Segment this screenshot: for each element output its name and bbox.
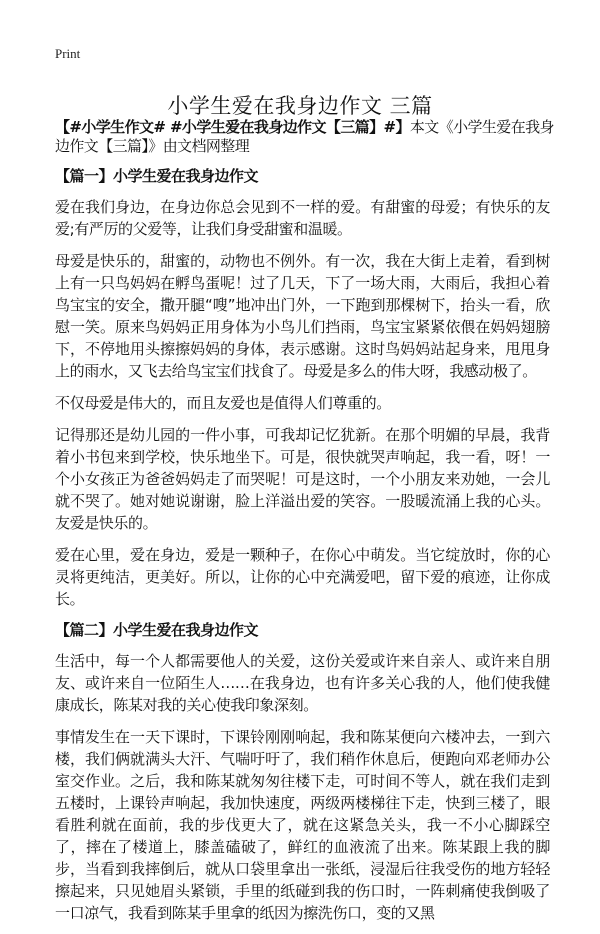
intro-paragraph	[55, 118, 555, 156]
section-heading: 【篇一】小学生爱在我身边作文	[55, 167, 259, 185]
section-one	[55, 166, 550, 610]
intro-text: 本文《小学生爱在我身边作文【三篇】》由文档网整理	[55, 118, 554, 155]
document-title: 小学生爱在我身边作文 三篇	[167, 94, 433, 119]
document-body	[55, 166, 550, 934]
section-two	[55, 620, 550, 924]
paragraph: 母爱是快乐的，甜蜜的，动物也不例外。有一次，我在大街上走着，看到树上有一只鸟妈妈在孵鸟蛋呢！过了几天，下了一场大雨，大雨后，我担心着鸟宝宝的安全，撒开腿“嗖”地冲出门外，一下跑到那棵树下，抬头一看，欣慰一笑。原来鸟妈妈正用身体为小鸟儿们挡雨，鸟宝宝紧紧依偎在妈妈翅膀下，不停地用头擦擦妈妈的身体，表示感谢。这时鸟妈妈站起身来，甩甩身上的雨水，又飞去给鸟宝宝们找食了。母爱是多么的伟大呀，我感动极了。	[55, 252, 550, 380]
paragraph: 生活中，每一个人都需要他人的关爱，这份关爱或许来自亲人、或许来自朋友、或许来自一位陌生人……在我身边，也有许多关心我的人，他们使我健康成长，陈某对我的关心使我印象深刻。	[55, 652, 550, 714]
paragraph: 记得那还是幼儿园的一件小事，可我却记忆犹新。在那个明媚的早晨，我背着小书包来到学校，快乐地坐下。可是，很快就哭声响起，我一看，呀！一个小女孩正为爸爸妈妈走了而哭呢！可是这时，一个小朋友来劝她，一会儿就不哭了。她对她说谢谢，脸上洋溢出爱的笑容。一股暖流涌上我的心头。友爱是快乐的。	[55, 426, 550, 532]
print-label: Print	[55, 46, 81, 61]
paragraph: 事情发生在一天下课时，下课铃刚刚响起，我和陈某便向六楼冲去，一到六楼，我们俩就满头大汗、气喘吁吁了，我们稍作休息后，便跑向邓老师办公室交作业。之后，我和陈某就匆匆往楼下走，可时间不等人，就在我们走到五楼时，上课铃声响起，我加快速度，两级两楼梯往下走，快到三楼了，眼看胜利就在面前，我的步伐更大了，就在这紧急关头，我一不小心脚踩空了，摔在了楼道上，膝盖磕破了，鲜红的血液流了出来。陈某跟上我的脚步，当看到我摔倒后，就从口袋里拿出一张纸，浸湿后往我受伤的地方轻轻擦起来，只见她眉头紧锁，手里的纸碰到我的伤口时，一阵刺痛使我倒吸了一口凉气，我看到陈某手里拿的纸因为擦洗伤口，变的又黑	[55, 728, 550, 922]
paragraph: 不仅母爱是伟大的，而且友爱也是值得人们尊重的。	[55, 394, 391, 412]
paragraph: 爱在我们身边，在身边你总会见到不一样的爱。有甜蜜的母爱；有快乐的友爱;有严厉的父爱等，让我们身受甜蜜和温暖。	[55, 198, 550, 238]
paragraph: 爱在心里，爱在身边，爱是一颗种子，在你心中萌发。当它绽放时，你的心灵将更纯洁，更美好。所以，让你的心中充满爱吧，留下爱的痕迹，让你成长。	[55, 546, 550, 608]
intro-tags: 【#小学生作文# #小学生爱在我身边作文【三篇】#】	[55, 118, 410, 136]
section-heading: 【篇二】小学生爱在我身边作文	[55, 621, 259, 639]
